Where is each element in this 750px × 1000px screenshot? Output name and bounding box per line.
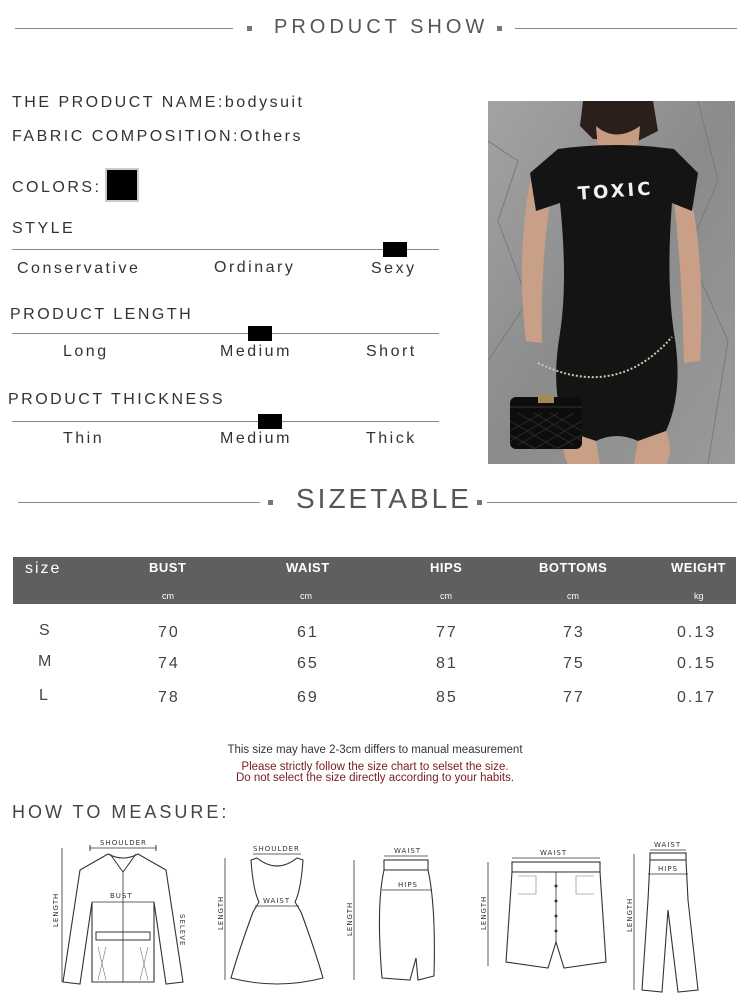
label-hips-skirt: HIPS <box>398 881 418 889</box>
row-m-size: M <box>38 653 54 670</box>
thickness-option-thick: Thick <box>366 430 417 447</box>
label-waist-pants: WAIST <box>654 841 682 849</box>
length-title: PRODUCT LENGTH <box>10 306 194 323</box>
row-l-waist: 69 <box>297 689 319 706</box>
length-option-short: Short <box>366 343 417 360</box>
product-name: THE PRODUCT NAME:bodysuit <box>12 94 305 111</box>
label-shoulder-dress: SHOULDER <box>253 845 300 853</box>
label-hips-pants: HIPS <box>658 865 678 873</box>
measure-diagram-jacket <box>48 832 198 992</box>
row-m-weight: 0.15 <box>677 655 717 672</box>
style-title: STYLE <box>12 220 76 237</box>
style-option-conservative: Conservative <box>17 260 141 277</box>
label-waist-skirt: WAIST <box>394 847 422 855</box>
sizetable-dot-left <box>268 500 273 505</box>
product-show-title: PRODUCT SHOW <box>274 16 489 38</box>
unit-weight: kg <box>694 591 704 601</box>
fabric-composition: FABRIC COMPOSITION:Others <box>12 128 303 145</box>
row-s-bust: 70 <box>158 624 180 641</box>
note-measurement-tolerance: This size may have 2-3cm differs to manual measurement <box>227 744 523 756</box>
note-follow-size-chart: Please strictly follow the size chart to selset the size. <box>241 761 509 773</box>
row-l-weight: 0.17 <box>677 689 717 706</box>
thickness-option-thin: Thin <box>63 430 105 447</box>
length-scale-line <box>12 333 439 334</box>
row-m-hips: 81 <box>436 655 458 672</box>
style-scale-line <box>12 249 439 250</box>
col-header-waist: WAIST <box>286 560 330 575</box>
label-waist-dress: WAIST <box>263 897 291 905</box>
label-length-jacket: LENGTH <box>52 892 60 927</box>
row-s-size: S <box>39 622 52 639</box>
label-bust: BUST <box>110 892 133 900</box>
unit-hips: cm <box>440 591 452 601</box>
col-header-hips: HIPS <box>430 560 463 575</box>
style-scale-marker <box>383 242 407 257</box>
colors-label: COLORS: <box>12 179 102 196</box>
row-s-weight: 0.13 <box>677 624 717 641</box>
product-show-dot-left <box>247 26 252 31</box>
col-header-bottoms: BOTTOMS <box>539 560 608 575</box>
sizetable-rule-left <box>18 502 260 503</box>
style-option-sexy: Sexy <box>371 260 417 277</box>
length-scale-marker <box>248 326 272 341</box>
sizetable-dot-right <box>477 500 482 505</box>
col-header-size: size <box>25 560 62 577</box>
thickness-scale-line <box>12 421 439 422</box>
label-shoulder: SHOULDER <box>100 839 147 847</box>
model-bodysuit-illustration <box>488 101 735 464</box>
size-table-header <box>13 557 736 604</box>
col-header-bust: BUST <box>149 560 187 575</box>
row-l-size: L <box>39 687 50 704</box>
sizetable-rule-right <box>487 502 737 503</box>
row-s-hips: 77 <box>436 624 458 641</box>
row-m-bust: 74 <box>158 655 180 672</box>
row-l-bust: 78 <box>158 689 180 706</box>
product-photo[interactable] <box>488 101 735 464</box>
length-option-medium: Medium <box>220 343 292 360</box>
row-s-bottoms: 73 <box>563 624 585 641</box>
shirt-print-text: TOXIC <box>577 178 655 205</box>
sizetable-title: SIZETABLE <box>296 483 472 514</box>
product-show-rule-left <box>15 28 233 29</box>
length-option-long: Long <box>63 343 109 360</box>
color-swatch-black[interactable] <box>105 168 139 202</box>
label-length-shorts: LENGTH <box>480 895 488 930</box>
label-length-dress: LENGTH <box>217 895 225 930</box>
label-length-pants: LENGTH <box>626 897 634 932</box>
unit-bust: cm <box>162 591 174 601</box>
measure-diagram-skirt <box>344 846 444 986</box>
unit-waist: cm <box>300 591 312 601</box>
row-l-bottoms: 77 <box>563 689 585 706</box>
style-option-ordinary: Ordinary <box>214 259 296 276</box>
product-show-rule-right <box>515 28 737 29</box>
row-l-hips: 85 <box>436 689 458 706</box>
unit-bottoms: cm <box>567 591 579 601</box>
measure-diagram-pants <box>622 840 702 995</box>
thickness-option-medium: Medium <box>220 430 292 447</box>
row-m-waist: 65 <box>297 655 319 672</box>
measure-diagram-dress <box>215 840 325 990</box>
label-waist-shorts: WAIST <box>540 849 568 857</box>
row-m-bottoms: 75 <box>563 655 585 672</box>
thickness-title: PRODUCT THICKNESS <box>8 391 226 408</box>
thickness-scale-marker <box>258 414 282 429</box>
note-do-not-select-by-habit: Do not select the size directly according to your habits. <box>235 772 515 784</box>
row-s-waist: 61 <box>297 624 319 641</box>
measure-diagram-shorts <box>478 846 608 976</box>
label-sleeve: SELEVE <box>178 914 186 947</box>
label-length-skirt: LENGTH <box>346 901 354 936</box>
col-header-weight: WEIGHT <box>671 560 726 575</box>
product-show-dot-right <box>497 26 502 31</box>
how-to-measure-title: HOW TO MEASURE: <box>12 802 230 822</box>
